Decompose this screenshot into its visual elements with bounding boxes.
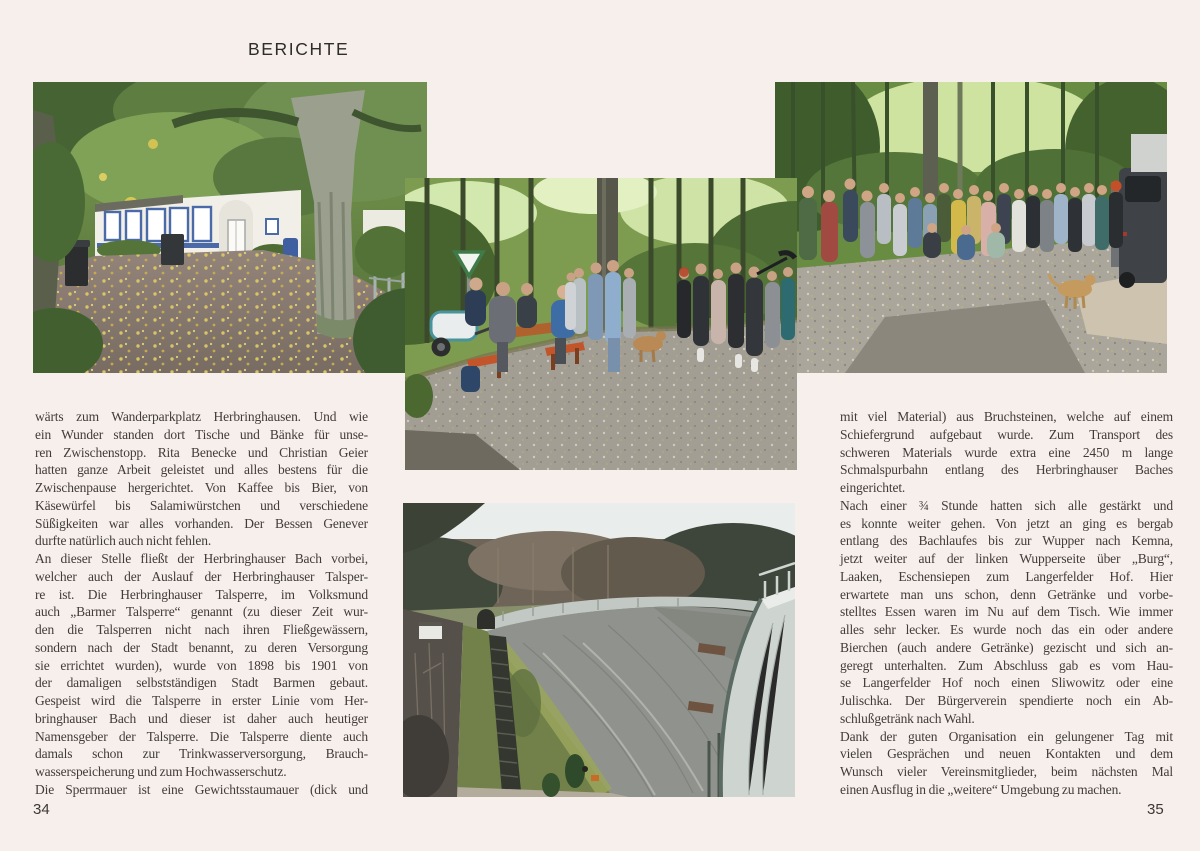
left-text-column bbox=[35, 408, 368, 799]
page-number-right: 35 bbox=[1147, 801, 1164, 818]
text-line: Namensgeber der Talsperre. Die Talsperre diente auch bbox=[35, 728, 368, 744]
text-line: Dank der guten Organisation ein gelungener Tag mit bbox=[840, 728, 1173, 744]
text-line: se Langerfelder Hof noch einen Sliwowitz oder eine bbox=[840, 675, 1173, 691]
text-line: alles sehr lecker. Es wurde noch das ein oder andere bbox=[840, 622, 1173, 637]
photo-group bbox=[775, 82, 1167, 373]
text-line: re ist. Die Herbringhauser Talsperre, im Volksmund bbox=[35, 586, 368, 602]
text-line: ren Zwischenstopp. Rita Benecke und Christian Geier bbox=[35, 444, 368, 460]
text-line: schweren Materials wurde extra eine 2450 m lange bbox=[840, 444, 1173, 460]
text-line: schlußgetränk nach Wahl. bbox=[840, 710, 975, 726]
paragraph bbox=[840, 408, 1173, 497]
text-line: An dieser Stelle fließt der Herbringhauser Bach vorbei, bbox=[35, 551, 368, 566]
text-line: hatten ganze Arbeit geleistet und alles bestens für die bbox=[35, 462, 368, 478]
text-line: welcher auch der Auslauf der Herbringhauser Talsper- bbox=[35, 568, 368, 584]
text-line: einen Ausflug in die „weitere“ Umgebung zu machen. bbox=[840, 781, 1122, 797]
paragraph bbox=[840, 497, 1173, 728]
text-line: entlang des Bachlaufes bis zur Wupper nach Kemna, bbox=[840, 533, 1173, 549]
group-photo-illustration bbox=[775, 82, 1167, 373]
text-line: Die Sperrmauer ist eine Gewichtsstaumauer (dick und bbox=[35, 781, 368, 797]
dam-photo-illustration bbox=[403, 503, 795, 797]
text-line: bringhauser Bach und dieser ist daher auch heutiger bbox=[35, 710, 368, 726]
text-line: Julischka. Der Bürgerverein spendierte noch ein Ab- bbox=[840, 693, 1173, 708]
text-line: stelltes Essen waren im Nu auf dem Tisch. Wie immer bbox=[840, 604, 1173, 620]
text-line: vielen Gesprächen und neuen Kontakten und dem bbox=[840, 746, 1173, 762]
text-line: Schmalspurbahn entlang des Herbringhauser Baches bbox=[840, 462, 1173, 478]
text-line: Süßigkeiten war alles vorhanden. Der Bessen Genever bbox=[35, 515, 368, 531]
text-line: Schiefergrund aufgebaut wurde. Zum Transport des bbox=[840, 426, 1173, 442]
picnic-photo-illustration bbox=[405, 178, 797, 470]
text-line: erwartete man uns schon, denn Getränke und vorbe- bbox=[840, 586, 1173, 602]
text-line: sie errichtet wurden), wurde von 1898 bis 1901 von bbox=[35, 657, 368, 673]
text-line: wärts zum Wanderparkplatz Herbringhausen. Und wie bbox=[35, 409, 368, 424]
paragraph bbox=[35, 550, 368, 781]
text-line: ein Wunder standen dort Tische und Bänke für unse- bbox=[35, 426, 368, 442]
text-line: Laaken, Eschensiepen zum Langerfelder Hof. Hier bbox=[840, 568, 1173, 584]
house-photo-illustration bbox=[33, 82, 427, 373]
text-line: wasserspeicherung und zum Hochwasserschutz. bbox=[35, 764, 287, 779]
text-line: durfte natürlich auch nicht fehlen. bbox=[35, 533, 212, 549]
text-line: Zwischenpause hergerichtet. Von Kaffee bis Bier, von bbox=[35, 480, 368, 495]
text-line: sondern nach der Stadt benannt, zu deren Versorgung bbox=[35, 639, 368, 655]
text-line: eingerichtet. bbox=[840, 480, 906, 495]
text-line: Gespeist wird die Talsperre in erster Linie vom Her- bbox=[35, 693, 368, 708]
text-line: mit viel Material) aus Bruchsteinen, welche auf einem bbox=[840, 409, 1173, 424]
text-line: es konnte weiter gehen. Von jetzt an ging es bergab bbox=[840, 515, 1173, 531]
text-line: Wunsch vieler Vereinsmitglieder, beim nächsten Mal bbox=[840, 764, 1173, 779]
paragraph bbox=[840, 728, 1173, 799]
text-line: Nach einer ¾ Stunde hatten sich alle gestärkt und bbox=[840, 497, 1173, 513]
text-line: Bierchen (auch andere Getränke) gezischt und sich an- bbox=[840, 639, 1173, 655]
paragraph bbox=[35, 408, 368, 550]
photo-picnic bbox=[405, 178, 797, 470]
text-line: auch „Barmer Talsperre“ genannt (zu dieser Zeit wur- bbox=[35, 604, 368, 620]
text-line: jetzt weiter auf der linken Wupperseite über „Burg“, bbox=[840, 551, 1173, 566]
paragraph bbox=[35, 781, 368, 799]
right-text-column bbox=[840, 408, 1173, 799]
text-line: den die Talsperren nicht nach ihren Fließgewässern, bbox=[35, 622, 368, 637]
page-title: BERICHTE bbox=[248, 39, 350, 59]
text-line: der damaligen selbstständigen Stadt Barmen gebaut. bbox=[35, 675, 368, 691]
photo-house bbox=[33, 82, 427, 373]
text-line: geregt unterhalten. Zum Abschluss gab es vom Hau- bbox=[840, 657, 1173, 673]
text-line: damals schon zur Trinkwasserversorgung, Brauch- bbox=[35, 746, 368, 762]
photo-dam bbox=[403, 503, 795, 797]
text-line: Käsewürfel bis Salamiwürstchen und verschiedene bbox=[35, 497, 368, 513]
page-number-left: 34 bbox=[33, 801, 50, 818]
